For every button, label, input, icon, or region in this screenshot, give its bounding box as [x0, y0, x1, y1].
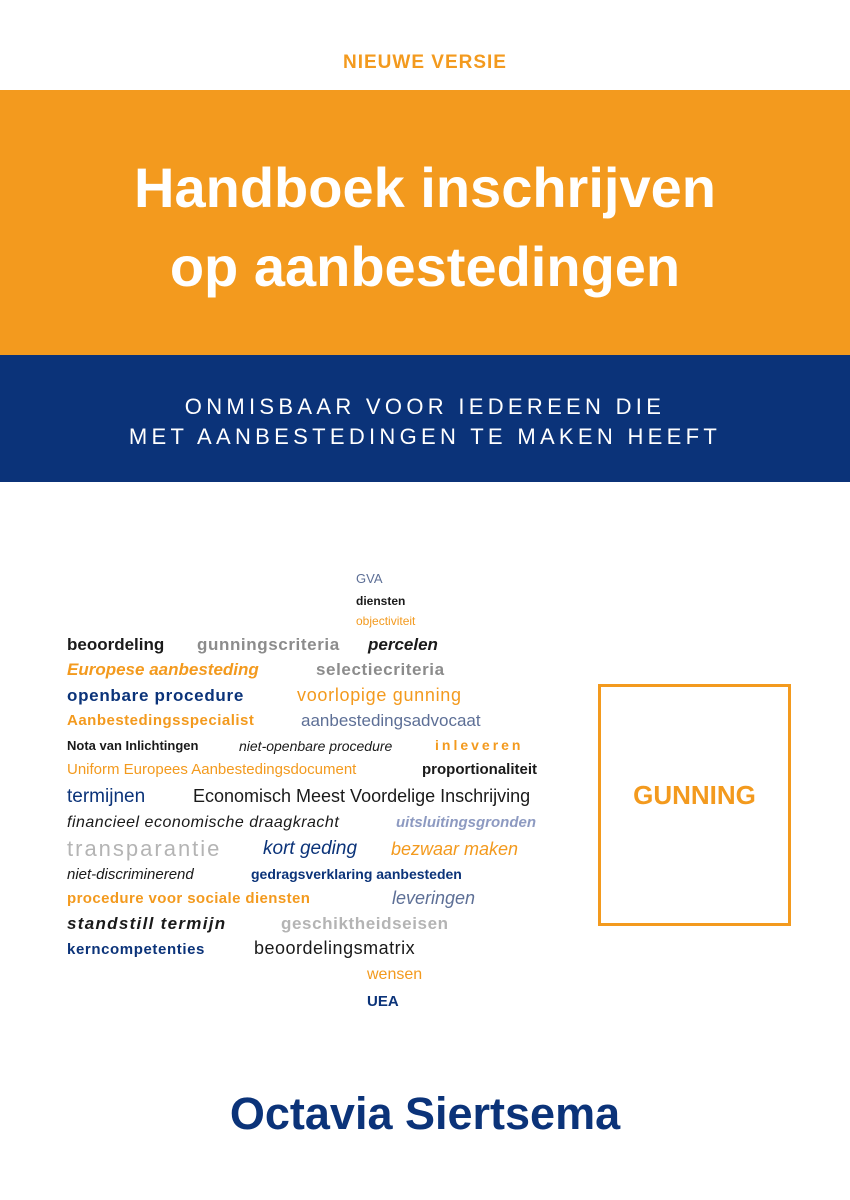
subtitle-line-1: ONMISBAAR VOOR IEDEREEN DIE	[184, 394, 666, 419]
cloud-word: beoordeling	[67, 635, 165, 654]
cloud-word: uitsluitingsgronden	[396, 814, 536, 831]
cloud-word: aanbestedingsadvocaat	[301, 711, 481, 730]
subtitle-line-2: MET AANBESTEDINGEN TE MAKEN HEEFT	[128, 424, 722, 449]
author-name: Octavia Siertsema	[229, 1088, 621, 1139]
edition-label: NIEUWE VERSIE	[343, 52, 507, 73]
cloud-word: Europese aanbesteding	[67, 660, 259, 679]
cloud-word: objectiviteit	[356, 614, 416, 628]
cloud-word: kerncompetenties	[67, 941, 205, 958]
cloud-word: leveringen	[392, 888, 476, 908]
cloud-word: gunningscriteria	[197, 635, 340, 654]
cloud-word: voorlopige gunning	[297, 685, 462, 705]
book-title	[0, 148, 850, 306]
gunning-label: GUNNING	[633, 780, 756, 810]
cloud-word: standstill termijn	[67, 914, 227, 933]
cloud-word: geschiktheidseisen	[281, 914, 449, 933]
cloud-word: Nota van Inlichtingen	[67, 738, 199, 753]
cloud-word: niet-openbare procedure	[239, 738, 393, 754]
cloud-word: kort geding	[263, 838, 358, 859]
cloud-word: procedure voor sociale diensten	[67, 890, 311, 907]
cloud-word: Uniform Europees Aanbestedingsdocument	[67, 761, 357, 778]
cloud-word: gedragsverklaring aanbesteden	[251, 866, 462, 882]
cloud-word: GVA	[356, 571, 383, 586]
cloud-word: financieel economische draagkracht	[67, 814, 340, 831]
cloud-word: percelen	[368, 635, 438, 654]
cloud-word: diensten	[356, 594, 406, 608]
cloud-word: selectiecriteria	[316, 660, 445, 679]
cloud-word: beoordelingsmatrix	[254, 938, 416, 958]
title-line-2: op aanbestedingen	[169, 235, 681, 298]
cloud-word: termijnen	[67, 786, 146, 807]
cloud-word: openbare procedure	[67, 686, 244, 705]
subtitle	[0, 392, 850, 452]
cloud-word: bezwaar maken	[391, 839, 519, 859]
cloud-word: transparantie	[67, 836, 222, 861]
cloud-word: UEA	[367, 993, 399, 1010]
cloud-word: proportionaliteit	[422, 761, 537, 778]
cloud-word: Economisch Meest Voordelige Inschrijving	[193, 786, 531, 806]
cloud-word: wensen	[367, 966, 423, 983]
title-line-1: Handboek inschrijven	[134, 156, 716, 219]
cloud-word: inleveren	[435, 737, 524, 753]
cloud-word: niet-discriminerend	[67, 866, 194, 883]
cloud-word: Aanbestedingsspecialist	[67, 712, 255, 729]
